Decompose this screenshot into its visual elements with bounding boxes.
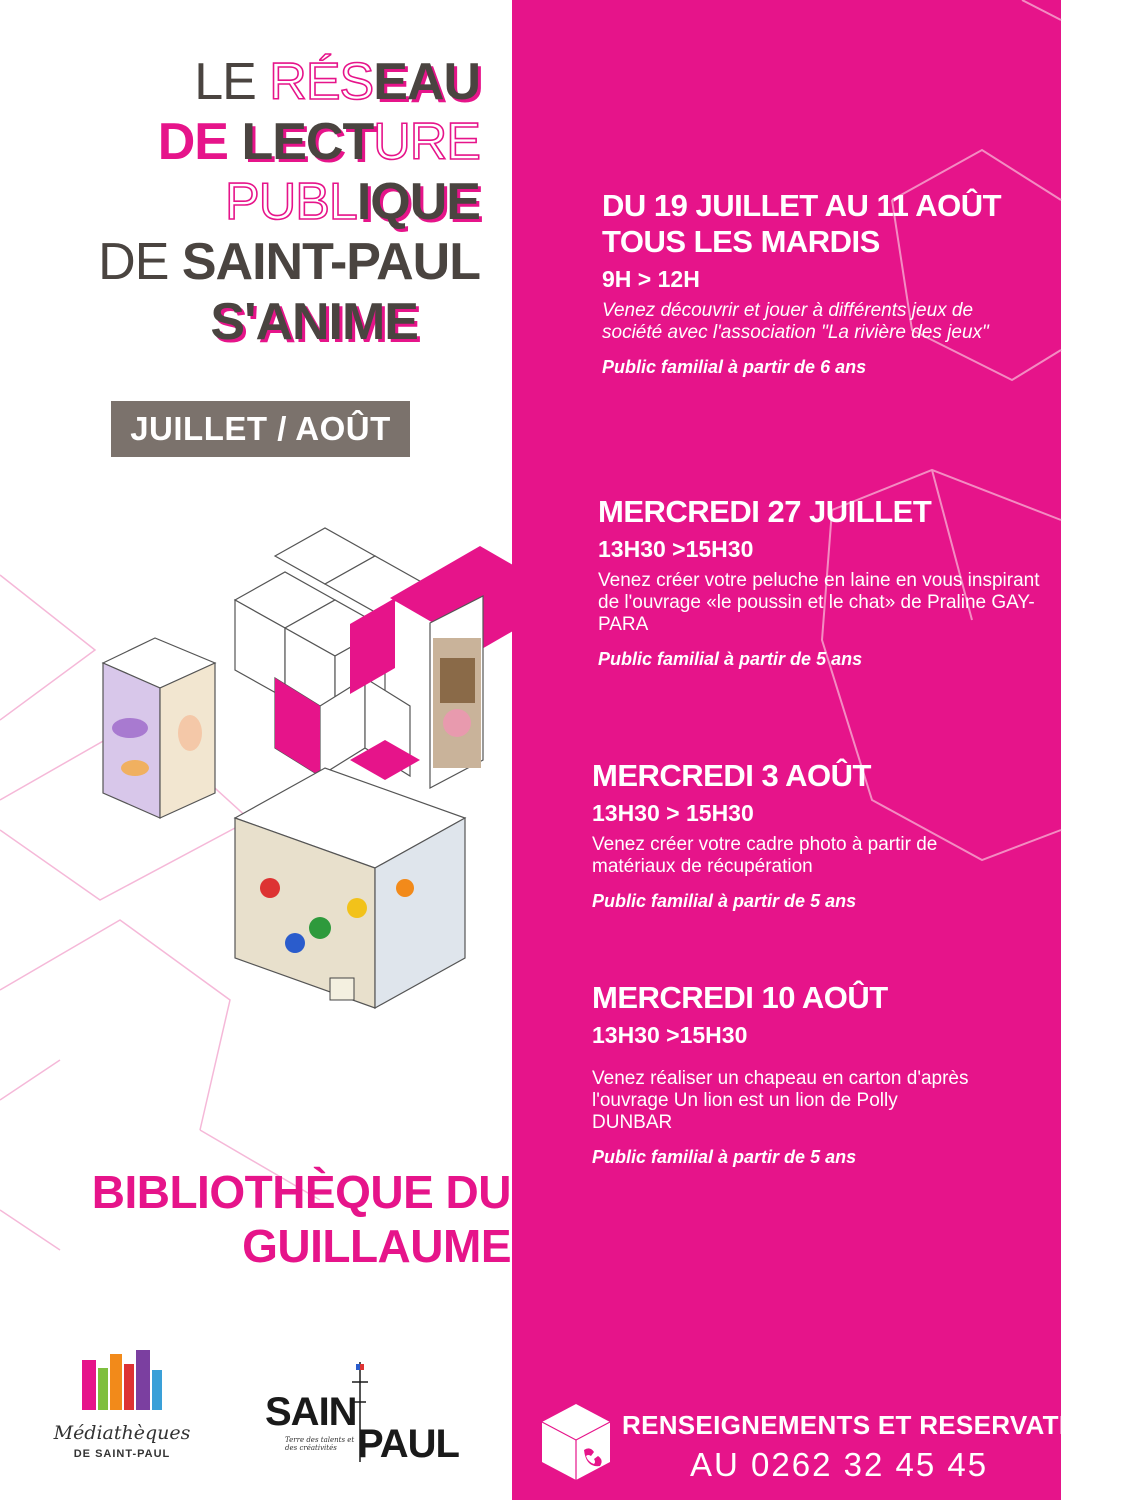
event-4: MERCREDI 10 AOÛT 13H30 >15H30 Venez réaliser un chapeau en carton d'après l'ouvrage Un lion est un lion de Polly DUNBAR Public familial à partir de 5 ans <box>592 980 969 1167</box>
library-name: BIBLIOTHÈQUE DU GUILLAUME <box>91 1166 511 1272</box>
title-line-2: DE LECTURE <box>157 113 480 171</box>
title-line-4: DE SAINT-PAUL <box>98 233 480 291</box>
cubes-illustration <box>95 528 512 1048</box>
event-2: MERCREDI 27 JUILLET 13H30 >15H30 Venez créer votre peluche en laine en vous inspirant de l'ouvrage «le poussin et le chat» de Praline GAY-PARA Public familial à partir de 5 ans <box>598 494 1040 669</box>
contact-block: RENSEIGNEMENTS ET RESERVATIONS AU 0262 32 45 45 <box>540 1398 1050 1488</box>
title-line-5: S'ANIME <box>210 293 418 351</box>
title-line-1: LE RÉSEAU <box>194 53 480 111</box>
event-1: DU 19 JUILLET AU 11 AOÛT TOUS LES MARDIS 9H > 12H Venez découvrir et jouer à différents jeux de société avec l'association "La rivière des jeux" Public familial à partir de 6 ans <box>602 188 1002 377</box>
books-icon <box>82 1350 182 1410</box>
mediatheques-logo: Médiathèques DE SAINT-PAUL <box>52 1350 192 1470</box>
phone-icon <box>540 1402 612 1482</box>
date-badge: JUILLET / AOÛT 2022 <box>111 401 410 457</box>
saint-paul-logo: SAIN PAUL Terre des talents et des créativités <box>265 1362 440 1467</box>
title-line-3: PUBLIQUE <box>225 173 480 231</box>
right-panel <box>512 0 1061 1500</box>
main-title <box>60 52 480 352</box>
left-panel <box>0 0 512 1500</box>
event-3: MERCREDI 3 AOÛT 13H30 > 15H30 Venez créer votre cadre photo à partir de matériaux de récupération Public familial à partir de 5 ans <box>592 758 938 911</box>
